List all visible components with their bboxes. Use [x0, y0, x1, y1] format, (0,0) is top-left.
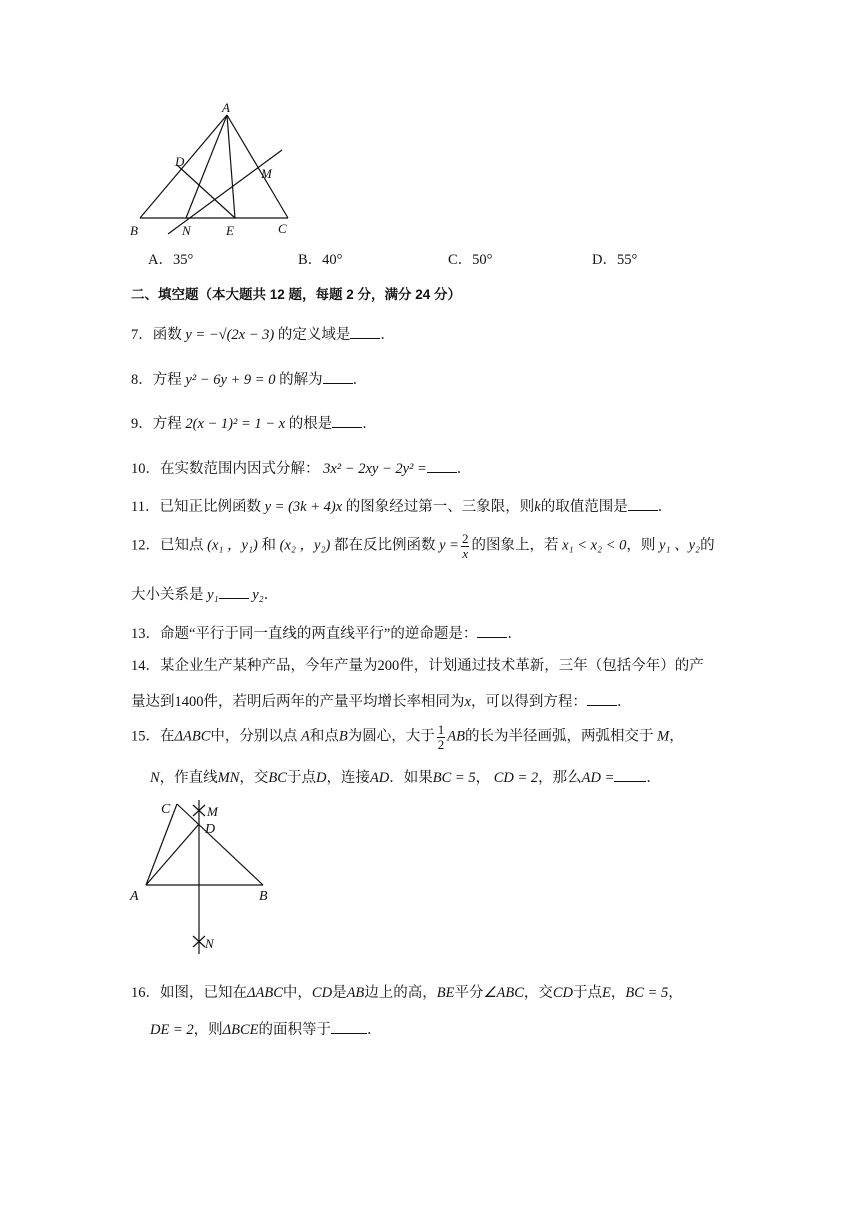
segment-an [186, 115, 227, 218]
answer-blank [628, 509, 658, 511]
label-m: M [207, 804, 218, 819]
question-7: 7．函数 y = −√(2x − 3) 的定义域是 ． [131, 327, 395, 343]
label-d: D [175, 154, 185, 169]
answer-blank [477, 636, 507, 638]
option-a: A．35° [148, 252, 194, 268]
segment-ad [146, 824, 199, 885]
answer-blank [331, 1032, 367, 1034]
label-n: N [205, 936, 214, 951]
answer-blank [219, 597, 249, 599]
answer-blank [587, 704, 617, 706]
figure-triangle-1 [120, 100, 310, 240]
segment-ae [227, 115, 235, 218]
answer-blank [323, 382, 353, 384]
question-11: 11．已知正比例函数 y = (3k + 4)x 的图象经过第一、三象限，则k的取值范围是 ． [131, 499, 673, 515]
option-c: C．50° [448, 252, 493, 268]
line-nm [168, 150, 282, 234]
segment-cb [177, 804, 263, 885]
question-15-line-2: N，作直线MN，交BC于点D，连接AD．如果BC = 5， CD = 2，那么AD = ． [150, 770, 661, 786]
section-heading: 二、填空题（本大题共 12 题，每题 2 分，满分 24 分） [131, 287, 462, 302]
option-b: B．40° [298, 252, 343, 268]
label-m: M [261, 166, 272, 181]
question-10: 10．在实数范围内因式分解： 3x² − 2xy − 2y² = ． [131, 461, 472, 477]
question-14-line-1: 14．某企业生产某种产品，今年产量为200件，计划通过技术革新，三年（包括今年）的产 [131, 658, 704, 674]
question-12-line-1: 12．已知点 (x₁ ，y₁) 和 (x₂ ，y₂) 都在反比例函数 y = $\frac{2}{x}$ 的图象上，若 x₁ < x₂ < 0，则 y₁ 、y₂的 [131, 531, 715, 561]
label-n: N [182, 223, 191, 238]
label-b: B [130, 223, 138, 238]
question-15-line-1: 15．在ΔABC中，分别以点 A和点B为圆心，大于 $\frac{1}{2}$ AB的长为半径画弧，两弧相交于 M， [131, 722, 684, 752]
question-14-line-2: 量达到1400件，若明后两年的产量平均增长率相同为x，可以得到方程： ． [131, 694, 632, 710]
question-9: 9．方程 2(x − 1)² = 1 − x 的根是 ． [131, 416, 377, 432]
label-c: C [278, 221, 287, 236]
answer-blank [427, 471, 457, 473]
question-13: 13．命题“平行于同一直线的两直线平行”的逆命题是： ． [131, 626, 522, 642]
question-16-line-2: DE = 2，则ΔBCE的面积等于 ． [150, 1022, 382, 1038]
question-16-line-1: 16．如图，已知在ΔABC中，CD是AB边上的高，BE平分∠ABC，交CD于点E，BC = 5， [131, 985, 683, 1001]
fraction-2-over-x: $\frac{2}{x}$ [461, 531, 469, 561]
question-8: 8．方程 y² − 6y + 9 = 0 的解为 ． [131, 372, 368, 388]
label-a: A [222, 100, 230, 115]
label-b: B [259, 889, 268, 904]
answer-blank [332, 426, 362, 428]
label-d: D [205, 822, 216, 837]
question-12-line-2: 大小关系是 y₁ y₂． [131, 587, 279, 603]
label-a: A [130, 889, 139, 904]
figure-triangle-2 [125, 796, 285, 964]
segment-ac [227, 115, 288, 218]
answer-blank [614, 780, 646, 782]
label-c: C [161, 802, 171, 817]
label-e: E [226, 223, 234, 238]
option-d: D．55° [592, 252, 638, 268]
fraction-one-half: $\frac{1}{2}$ [437, 722, 445, 752]
answer-blank [350, 337, 380, 339]
